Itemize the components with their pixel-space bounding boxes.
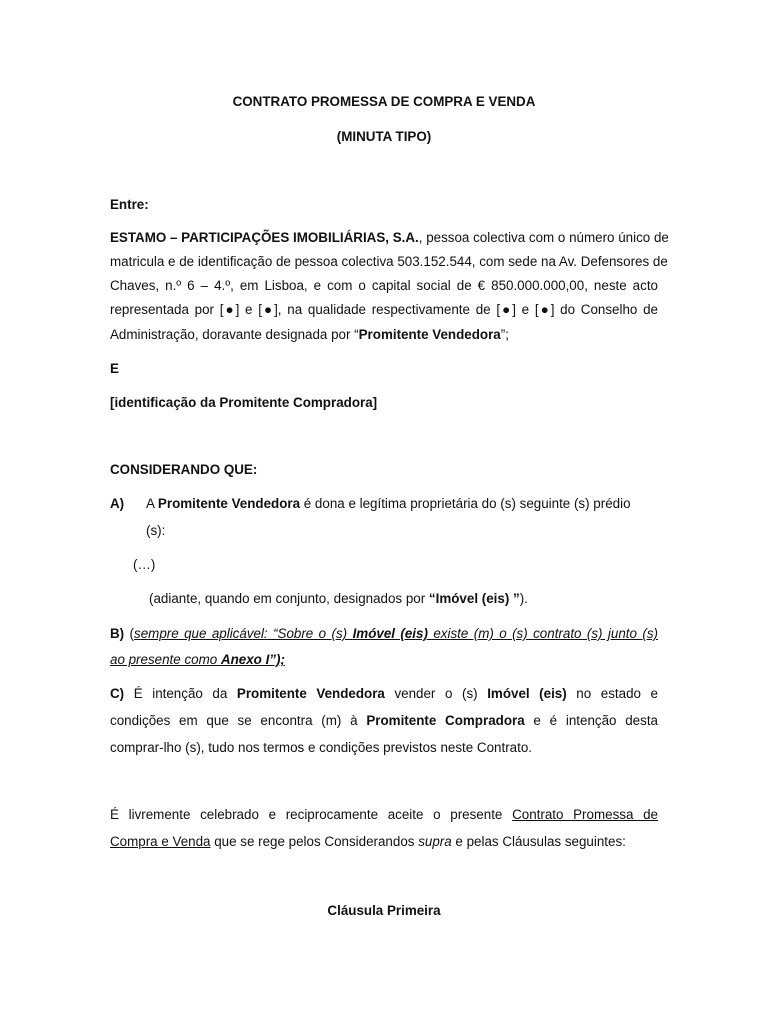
document-title: CONTRATO PROMESSA DE COMPRA E VENDA bbox=[232, 94, 536, 109]
document-subtitle: (MINUTA TIPO) bbox=[336, 129, 432, 144]
e-label: E bbox=[110, 361, 119, 376]
considerando-heading: CONSIDERANDO QUE: bbox=[110, 462, 258, 477]
document-page: CONTRATO PROMESSA DE COMPRA E VENDA (MINUTA TIPO) Entre: ESTAMO – PARTICIPAÇÕES IMOBILIÁRIAS, S.A., pessoa colectiva com o número único de matricula e de identificação de pessoa colectiva 503.152.544, com sede na Av. Defensores de Chaves, n.º 6 – 4.º, em Lisboa, e com o capital social de € 850.000.000,00, neste acto representada por [●] e [●], na qualidade respectivamente de [●] e [●] do Conselho de Administração, doravante designada por “Promitente Vendedora”; E [identificação da Promitente Compradora] CONSIDERANDO QUE: A) A Promitente Vendedora é dona e legítima proprietária do (s) seguinte (s) prédio (s): (…) (adiante, quando em conjunto, designados por “Imóvel (eis) ”). B) (sempre que aplicável: “Sobre o (s) Imóvel (eis) existe (m) o (s) contrato (s) junto (s) ao presente como Anexo I”); C) É intenção da Promitente Vendedora vender o (s) Imóvel (eis) no estado e condições em que se encontra (m) à Promitente Compradora e é intenção desta comprar-lho (s), tudo nos termos e condições previstos neste Contrato. É livremente celebrado e reciprocamente aceite o presente Contrato Promessa de Compra e Venda que se rege pelos Considerandos supra e pelas Cláusulas seguintes: Cláusula Primeira bbox=[110, 94, 669, 918]
clause-heading: Cláusula Primeira bbox=[327, 903, 441, 918]
entre-label: Entre: bbox=[110, 197, 149, 212]
party2-placeholder: [identificação da Promitente Compradora] bbox=[110, 395, 378, 410]
